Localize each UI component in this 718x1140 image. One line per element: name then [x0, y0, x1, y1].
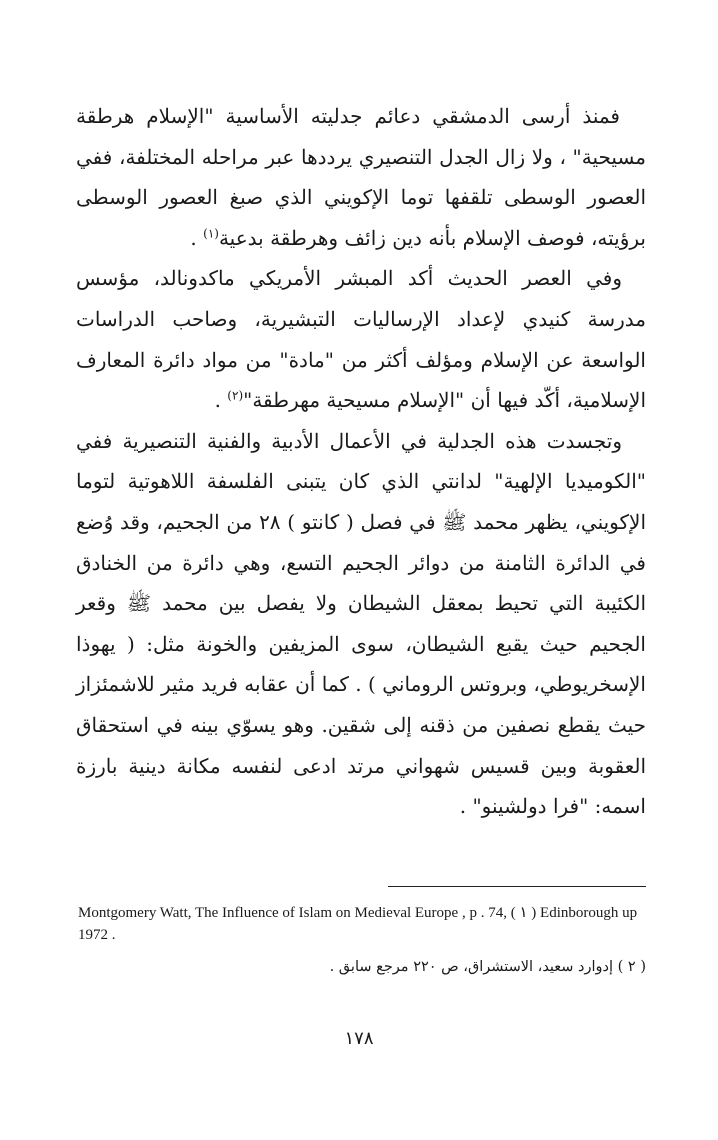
paragraph-2-text: وفي العصر الحديث أكد المبشر الأمريكي ماكدونالد، مؤسس مدرسة كنيدي لإعداد الإرساليات التبشيرية، وصاحب الدراسات الواسعة عن الإسلام ومؤلف أكثر من "مادة" من مواد دائرة المعارف الإسلامية، أكّد فيها أن "الإسلام مسيحية مهرطقة"	[76, 266, 646, 413]
footnote-2: ( ٢ ) إدوارد سعيد، الاستشراق، ص ٢٢٠ مرجع سابق .	[329, 959, 646, 975]
paragraph-1-text: فمنذ أرسى الدمشقي دعائم جدليته الأساسية "الإسلام هرطقة مسيحية" ، ولا زال الجدل التنصيري يرددها عبر مراحله المختلفة، ففي العصور الوسطى تلقفها توما الإكويني الذي صبغ العصور الوسطى برؤيته، فوصف الإسلام بأنه دين زائف وهرطقة بدعية	[76, 104, 646, 250]
paragraph-1	[76, 96, 646, 258]
paragraph-1-end: .	[190, 225, 197, 250]
main-text	[76, 96, 646, 827]
paragraph-3-text: وتجسدت هذه الجدلية في الأعمال الأدبية والفنية التنصيرية ففي "الكوميديا الإلهية" لدانتي الذي كان يتبنى الفلسفة اللاهوتية لتوما الإكويني، يظهر محمد ﷺ في فصل ( كانتو ) ٢٨ من الجحيم، وقد وُضع في الدائرة الثامنة من دوائر الجحيم التسع، وهي دائرة من الخنادق الكئيبة التي تحيط بمعقل الشيطان ولا يفصل بين محمد ﷺ وقعر الجحيم حيث يقبع الشيطان، سوى المزيفين والخونة مثل: ( يهوذا الإسخريوطي، وبروتس الروماني ) . كما أن عقابه فريد مثير للاشمئزاز حيث يقطع نصفين من ذقنه إلى شقين. وهو يسوّي بينه في استحقاق العقوبة وبين قسيس شهواني مرتد ادعى لنفسه مكانة دينية بارزة اسمه: "فرا دولشينو" .	[76, 428, 647, 819]
footnote-ref-2: (٢)	[227, 388, 244, 403]
footnote-1: Montgomery Watt, The Influence of Islam on Medieval Europe , p . 74, ( ١ ) Edinborough up 1972 .	[78, 905, 638, 943]
page-number: ١٧٨	[344, 1028, 374, 1049]
paragraph-3	[76, 421, 646, 827]
paragraph-2-end: .	[214, 388, 221, 413]
footnote-separator	[388, 886, 646, 887]
footnote-ref-1: (١)	[203, 226, 219, 241]
paragraph-2	[76, 258, 646, 420]
